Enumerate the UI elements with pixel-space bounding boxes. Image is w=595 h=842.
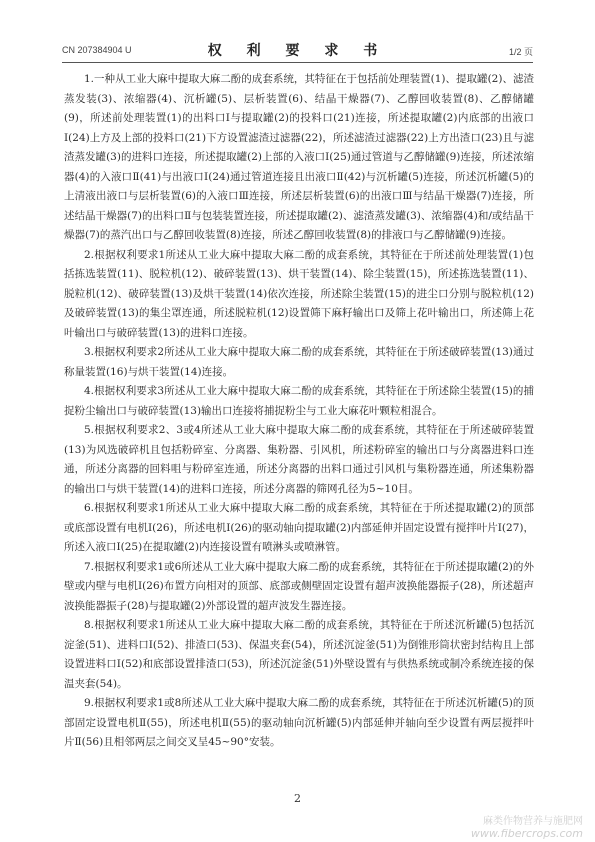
claim-6: 6.根据权利要求1所述从工业大麻中提取大麻二酚的成套系统，其特征在于所述提取罐(2)的顶部或底部设置有电机Ⅰ(26)，所述电机Ⅰ(26)的驱动轴向提取罐(2)内部延伸并固定设置有搅拌叶片Ⅰ(27)，所述入液口Ⅰ(25)在提取罐(2)内连接设置有喷淋头或喷淋管。 — [64, 502, 534, 553]
claim-1: 1.一种从工业大麻中提取大麻二酚的成套系统，其特征在于包括前处理装置(1)、提取罐(2)、滤渣蒸发装(3)、浓缩器(4)、沉析罐(5)、层析装置(6)、结晶干燥器(7)、乙醇回收装置(8)、乙醇储罐(9)，所述前处理装置(1)的出料口Ⅰ与提取罐(2)的投料口(21)连接，所述提取罐(2)内底部的出液口Ⅰ(24)上方及上部的投料口(21)下方设置滤渣过滤器(22)，所述滤渣过滤器(22)上方出渣口(23)且与滤渣蒸发罐(3)的进料口连接，所述提取罐(2)上部的入液口Ⅰ(25)通过管道与乙醇储罐(9)连接，所述浓缩器(4)的入液口Ⅱ(41)与出液口Ⅰ(24)通过管道连接且出液口Ⅱ(42)与沉析罐(5)连接，所述沉析罐(5)的上清液出液口与层析装置(6)的入液口Ⅲ连接，所述层析装置(6)的出液口Ⅲ与结晶干燥器(7)连接，所述结晶干燥器(7)的出料口Ⅱ与包装装置连接，所述提取罐(2)、滤渣蒸发罐(3)、浓缩器(4)和/或结晶干燥器(7)的蒸汽出口与乙醇回收装置(8)连接，所述乙醇回收装置(8)的排液口与乙醇储罐(9)连接。 — [64, 73, 534, 241]
page-number: 2 — [294, 792, 301, 805]
page-header — [62, 40, 533, 60]
watermark-site-name: 麻类作物营养与施肥网 — [483, 816, 583, 827]
claim-9: 9.根据权利要求1或8所述从工业大麻中提取大麻二酚的成套系统，其特征在于所述沉析罐(5)的顶部固定设置电机Ⅱ(55)，所述电机Ⅱ(55)的驱动轴向沉析罐(5)内部延伸并轴向至少设置有两层搅拌叶片Ⅱ(56)且相邻两层之间交叉呈45~90°安装。 — [64, 697, 534, 748]
claim-7: 7.根据权利要求1或6所述从工业大麻中提取大麻二酚的成套系统，其特征在于所述提取罐(2)的外壁或内壁与电机Ⅰ(26)布置方向相对的顶部、底部或侧壁固定设置有超声波换能器振子(28)，所述超声波换能器振子(28)与提取罐(2)外部设置的超声波发生器连接。 — [64, 560, 534, 612]
claim-3: 3.根据权利要求2所述从工业大麻中提取大麻二酚的成套系统，其特征在于所述破碎装置(13)通过称量装置(16)与烘干装置(14)连接。 — [64, 346, 534, 378]
claim-8: 8.根据权利要求1所述从工业大麻中提取大麻二酚的成套系统，其特征在于所述沉析罐(5)包括沉淀釜(51)、进料口Ⅰ(52)、排渣口(53)、保温夹套(54)，所述沉淀釜(51)为倒锥形筒状密封结构且上部设置进料口Ⅰ(52)和底部设置排渣口(53)，所述沉淀釜(51)外壁设置有与供热系统或制冷系统连接的保温夹套(54)。 — [64, 619, 534, 690]
claim-4: 4.根据权利要求3所述从工业大麻中提取大麻二酚的成套系统，其特征在于所述除尘装置(15)的捕捉粉尘输出口与破碎装置(13)输出口连接将捕捉粉尘与工业大麻花叶颗粒相混合。 — [64, 385, 534, 417]
publication-number: CN 207384904 U — [62, 45, 132, 55]
claim-5: 5.根据权利要求2、3或4所述从工业大麻中提取大麻二酚的成套系统，其特征在于所述破碎装置(13)为风选破碎机且包括粉碎室、分离器、集粉器、引风机，所述粉碎室的输出口与分离器进料口连通，所述分离器的回料咀与粉碎室连通，所述分离器的出料口通过引风机与集粉器连通，所述集粉器的输出口与烘干装置(14)的进料口连接，所述分离器的筛网孔径为5~10目。 — [64, 424, 534, 495]
claim-2: 2.根据权利要求1所述从工业大麻中提取大麻二酚的成套系统，其特征在于所述前处理装置(1)包括拣选装置(11)、脱粒机(12)、破碎装置(13)、烘干装置(14)、除尘装置(15)，所述拣选装置(11)、脱粒机(12)、破碎装置(13)及烘干装置(14)依次连接，所述除尘装置(15)的进尘口分别与脱粒机(12)及破碎装置(13)的集尘罩连通，所述脱粒机(12)设置筛下麻籽输出口及筛上花叶输出口，所述筛上花叶输出口与破碎装置(13)的进料口连接。 — [64, 248, 534, 339]
watermark — [471, 812, 583, 840]
watermark-url: www.fibercrops.com — [470, 827, 583, 840]
page-indicator: 1/2 页 — [508, 47, 533, 57]
page-title: 权 利 要 求 书 — [207, 43, 388, 59]
claims-body — [64, 70, 534, 753]
header-rule — [62, 62, 533, 63]
